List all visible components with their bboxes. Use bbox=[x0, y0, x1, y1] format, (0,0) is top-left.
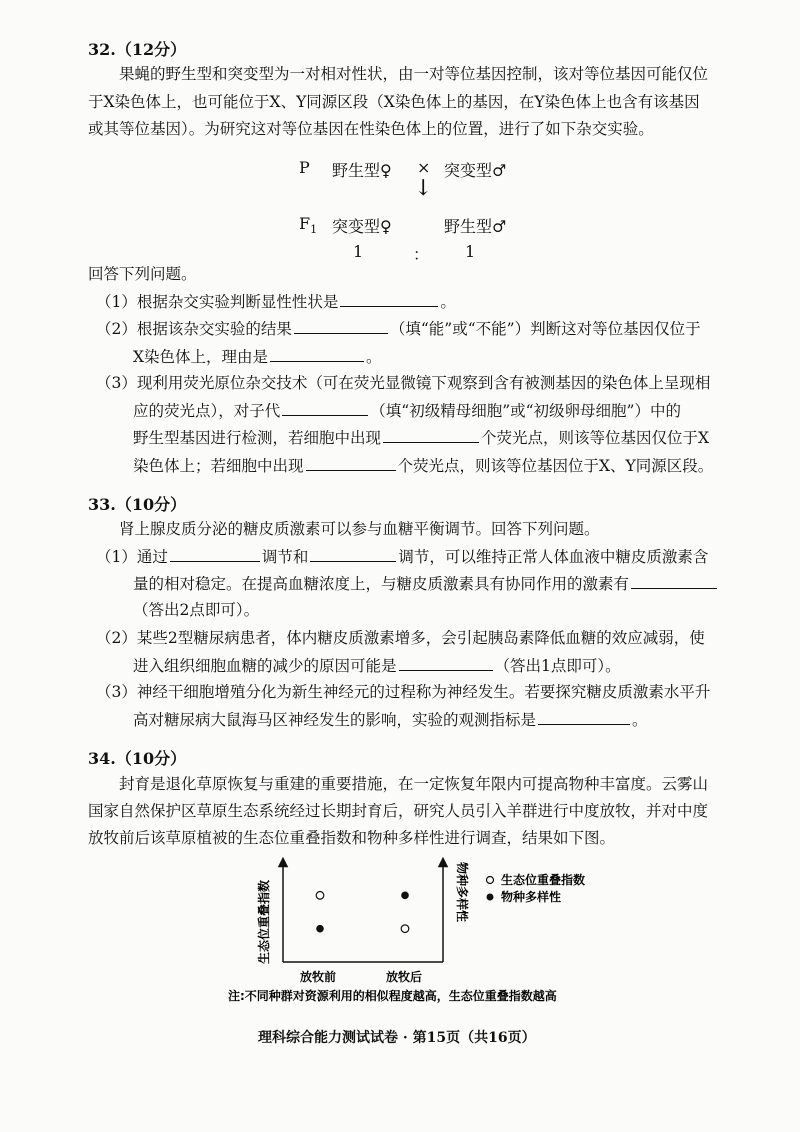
q32-item-3-line-3-text: 野生型基因进行检测，若细胞中出现 bbox=[133, 429, 382, 447]
answer-blank[interactable] bbox=[538, 709, 630, 725]
q33-item-1-line-3: （答出2点即可）。 bbox=[133, 601, 260, 619]
q33-intro: 肾上腺皮质分泌的糖皮质激素可以参与血糖平衡调节。回答下列问题。 bbox=[119, 520, 600, 538]
legend-filled-marker bbox=[487, 894, 494, 901]
q34-intro-line-1: 封育是退化草原恢复与重建的重要措施，在一定恢复年限内可提高物种丰富度。云雾山 bbox=[119, 775, 709, 793]
legend-label: 生态位重叠指数 bbox=[501, 873, 586, 887]
cross-f1-female: 突变型♀ bbox=[332, 217, 392, 236]
q33-item-2-line-2-text: 进入组织细胞血糖的减少的原因可能是 bbox=[133, 657, 397, 675]
q34-intro-line-2: 国家自然保护区草原生态系统经过长期封育后，研究人员引入羊群进行中度放牧，并对中度 bbox=[88, 802, 709, 820]
q32-item-3-line-2-end: （填“初级精母细胞”或“初级卵母细胞”）中的 bbox=[370, 402, 681, 420]
q32-item-3-line-3 bbox=[133, 427, 709, 448]
q33-item-3-line-2-end: 。 bbox=[632, 711, 648, 729]
data-point-species-diversity bbox=[401, 892, 409, 900]
answer-blank[interactable] bbox=[631, 573, 717, 589]
q33-item-1 bbox=[96, 546, 708, 567]
data-point-overlap-index bbox=[401, 925, 409, 933]
answer-blank[interactable] bbox=[383, 427, 479, 443]
cross-f1-letter: F bbox=[299, 214, 311, 233]
q33-item-1-mid: 调节和 bbox=[261, 548, 309, 566]
x-tick-label: 放牧后 bbox=[385, 970, 423, 984]
answer-blank[interactable] bbox=[310, 546, 396, 562]
x-tick-label: 放牧前 bbox=[299, 970, 337, 984]
q32-item-3 bbox=[96, 373, 710, 393]
q32-item-2 bbox=[96, 318, 701, 339]
q32-intro-line-3: 或其等位基因）。为研究这对等位基因在性染色体上的位置，进行了如下杂交实验。 bbox=[88, 120, 654, 138]
answer-blank[interactable] bbox=[294, 318, 388, 334]
q33-item-3-line-2 bbox=[133, 709, 648, 730]
answer-blank[interactable] bbox=[282, 400, 368, 416]
answer-blank[interactable] bbox=[306, 455, 396, 471]
q32-item-3-line-4 bbox=[133, 455, 713, 476]
legend-label: 物种多样性 bbox=[501, 890, 562, 904]
cross-f1-subscript: 1 bbox=[310, 223, 318, 237]
q32-item-3-line-4-end: 个荧光点，则该等位基因位于X、Y同源区段。 bbox=[397, 457, 714, 475]
q34-heading: 34.（10分） bbox=[88, 749, 187, 768]
q32-intro-line-1: 果蝇的野生型和突变型为一对相对性状，由一对等位基因控制，该对等位基因可能仅位 bbox=[119, 65, 709, 83]
q32-item-3-line-2 bbox=[133, 400, 681, 421]
cross-times: × bbox=[417, 158, 431, 177]
page-footer: 理科综合能力测试试卷 · 第15页（共16页） bbox=[258, 1030, 536, 1046]
q33-item-1-line-2 bbox=[133, 573, 719, 594]
q33-item-1-text: （1）通过 bbox=[96, 548, 168, 566]
answer-blank[interactable] bbox=[270, 346, 364, 362]
chart-note: 注:不同种群对资源利用的相似程度越高，生态位重叠指数越高 bbox=[228, 989, 557, 1003]
cross-arrow: ↓ bbox=[414, 176, 433, 201]
q32-prompt: 回答下列问题。 bbox=[88, 265, 197, 283]
q33-item-2-line-2 bbox=[133, 655, 621, 676]
q34-intro-line-3: 放牧前后该草原植被的生态位重叠指数和物种多样性进行调查，结果如下图。 bbox=[88, 829, 616, 847]
left-y-label: 生态位重叠指数 bbox=[257, 879, 271, 964]
legend-hollow-marker bbox=[487, 877, 494, 884]
q32-intro-line-2: 于X染色体上，也可能位于X、Y同源区段（X染色体上的基因，在Y染色体上也含有该基因 bbox=[88, 93, 700, 111]
cross-p-label: P bbox=[299, 158, 310, 177]
q33-item-3: （3）神经干细胞增殖分化为新生神经元的过程称为神经发生。若要探究糖皮质激素水平升 bbox=[96, 683, 711, 701]
q32-item-1-text: （1）根据杂交实验判断显性性状是 bbox=[96, 293, 339, 311]
q32-item-2-cont-end: 。 bbox=[366, 348, 382, 366]
cross-f1-male: 野生型♂ bbox=[444, 217, 507, 236]
right-y-label: 物种多样性 bbox=[455, 862, 469, 923]
q32-item-3-line-3-end: 个荧光点，则该等位基因仅位于X bbox=[481, 429, 710, 447]
q32-item-3-line-2-text: 应的荧光点），对子代 bbox=[133, 402, 281, 420]
answer-blank[interactable] bbox=[399, 655, 493, 671]
q32-item-3-line-4-text: 染色体上；若细胞中出现 bbox=[133, 457, 304, 475]
cross-ratio-colon: ： bbox=[413, 245, 430, 264]
q32-item-1-end: 。 bbox=[440, 293, 456, 311]
cross-p-female: 野生型♀ bbox=[332, 161, 392, 180]
q33-item-3-line-2-text: 高对糖尿病大鼠海马区神经发生的影响，实验的观测指标是 bbox=[133, 711, 537, 729]
q33-item-1-line-2-text: 量的相对稳定。在提高血糖浓度上，与糖皮质激素具有协同作用的激素有 bbox=[133, 575, 630, 593]
q33-heading: 33.（10分） bbox=[88, 495, 187, 514]
q32-item-2-cont bbox=[133, 346, 382, 367]
q32-heading: 32.（12分） bbox=[88, 40, 187, 59]
q32-item-2-text: （2）根据该杂交实验的结果 bbox=[96, 320, 292, 338]
q32-item-2-cont-text: X染色体上，理由是 bbox=[133, 348, 269, 366]
q32-item-2-end: （填“能”或“不能”）判断这对等位基因仅位于 bbox=[389, 320, 701, 338]
cross-ratio-b: 1 bbox=[465, 242, 476, 261]
q32-item-3-text: （3）现利用荧光原位杂交技术（可在荧光显微镜下观察到含有被测基因的染色体上呈现相 bbox=[96, 374, 711, 392]
q33-item-2: （2）某些2型糖尿病患者，体内糖皮质激素增多，会引起胰岛素降低血糖的效应减弱，使 bbox=[96, 629, 705, 647]
q32-item-1 bbox=[96, 291, 456, 312]
answer-blank[interactable] bbox=[340, 291, 438, 307]
data-point-overlap-index bbox=[316, 892, 324, 900]
cross-ratio-a: 1 bbox=[353, 242, 364, 261]
q33-item-2-line-2-end: （答出1点即可）。 bbox=[494, 657, 621, 675]
answer-blank[interactable] bbox=[170, 546, 260, 562]
cross-p-male: 突变型♂ bbox=[444, 161, 507, 180]
cross-f1-label bbox=[299, 214, 317, 236]
q33-item-1-end: 调节，可以维持正常人体血液中糖皮质激素含 bbox=[398, 548, 709, 566]
data-point-species-diversity bbox=[316, 925, 324, 933]
